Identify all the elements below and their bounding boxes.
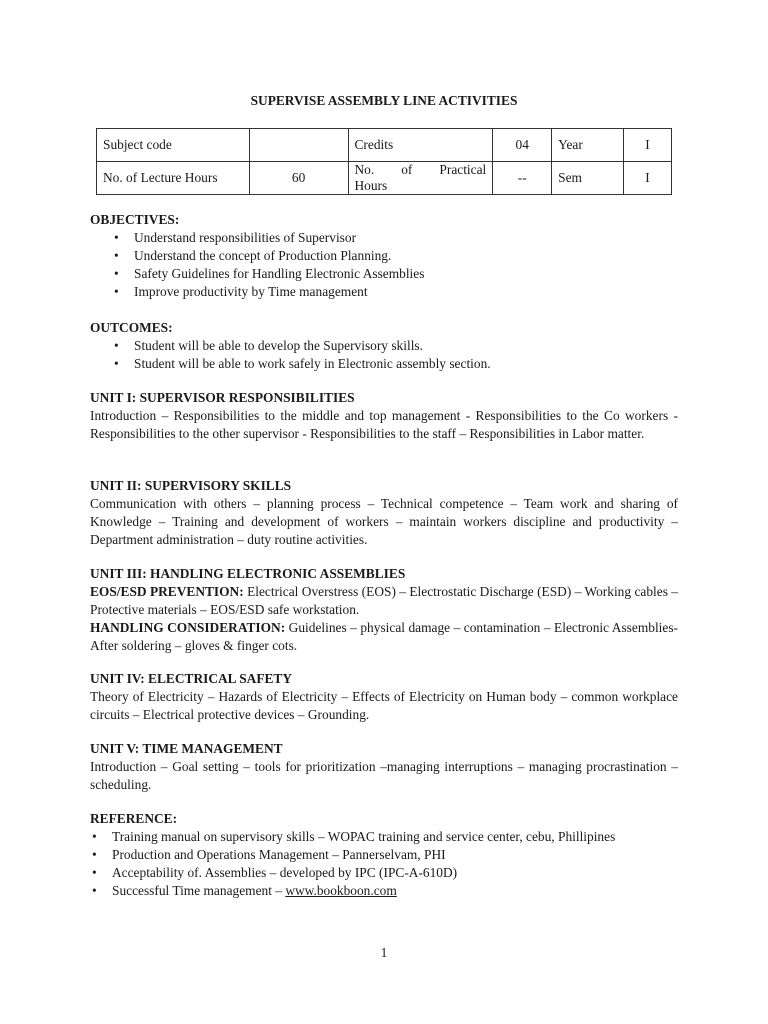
list-item: • Training manual on supervisory skills – WOPAC training and service center, cebu, Phillipines (90, 828, 678, 846)
section-text: Communication with others – planning process – Technical competence – Team work and sharing of Knowledge – Training and development of workers – maintain workers discipline and productivity – Department administration – duty routine activities. (90, 496, 678, 547)
eos-text: Electrical Overstress (EOS) – Electrostatic Discharge (ESD) – Working cables – Protective materials – EOS/ESD safe workstation. (90, 584, 678, 617)
list-item: • Safety Guidelines for Handling Electronic Assemblies (114, 265, 678, 283)
table-cell (249, 129, 348, 162)
section-heading: UNIT III: HANDLING ELECTRONIC ASSEMBLIES (90, 566, 406, 581)
table-cell: No. of Lecture Hours (97, 162, 250, 195)
unit1-section (90, 389, 678, 443)
table-cell: I (624, 162, 672, 195)
unit5-section (90, 740, 678, 794)
section-text: Introduction – Responsibilities to the middle and top management - Responsibilities to the Co workers - Responsibilities to the other supervisor - Responsibilities to the staff – Responsibilities in Labor matter. (90, 408, 678, 441)
section-heading: UNIT V: TIME MANAGEMENT (90, 741, 283, 756)
section-heading: UNIT IV: ELECTRICAL SAFETY (90, 671, 293, 686)
outcomes-section (90, 319, 678, 373)
table-cell: Year (552, 129, 624, 162)
handling-label: HANDLING CONSIDERATION: (90, 620, 286, 635)
section-heading: UNIT I: SUPERVISOR RESPONSIBILITIES (90, 390, 355, 405)
reference-list (90, 828, 678, 900)
table-row (97, 162, 672, 195)
course-info-table (96, 128, 672, 195)
objectives-section (90, 211, 678, 301)
table-cell: Credits (348, 129, 493, 162)
unit3-section (90, 565, 678, 655)
section-heading: OBJECTIVES: (90, 212, 180, 227)
table-cell: Subject code (97, 129, 250, 162)
table-cell: 04 (493, 129, 552, 162)
reference-section (90, 810, 678, 900)
list-item (90, 882, 678, 900)
list-item: • Acceptability of. Assemblies – developed by IPC (IPC-A-610D) (90, 864, 678, 882)
unit2-section (90, 477, 678, 549)
section-heading: UNIT II: SUPERVISORY SKILLS (90, 478, 292, 493)
section-text: Introduction – Goal setting – tools for prioritization –managing interruptions – managing procrastination – scheduling. (90, 759, 678, 792)
section-text (90, 619, 678, 655)
list-item: • Student will be able to work safely in Electronic assembly section. (114, 355, 678, 373)
handling-text: Guidelines – physical damage – contamination – Electronic Assemblies- After soldering – gloves & finger cots. (90, 620, 679, 653)
table-cell: 60 (249, 162, 348, 195)
list-item: • Production and Operations Management – Pannerselvam, PHI (90, 846, 678, 864)
reference-text: Successful Time management – (112, 883, 286, 898)
table-cell-line: No. of Practical (354, 162, 487, 177)
document-title: SUPERVISE ASSEMBLY LINE ACTIVITIES (250, 93, 518, 108)
list-item: • Improve productivity by Time management (114, 283, 678, 301)
table-row (97, 129, 672, 162)
table-cell (348, 162, 493, 195)
table-cell: I (624, 129, 672, 162)
objectives-list (90, 229, 678, 301)
list-item: • Understand responsibilities of Supervisor (114, 229, 678, 247)
section-heading: OUTCOMES: (90, 320, 173, 335)
section-text (90, 583, 678, 619)
eos-label: EOS/ESD PREVENTION: (90, 584, 244, 599)
bookboon-link[interactable]: www.bookboon.com (285, 883, 397, 898)
table-cell: Sem (552, 162, 624, 195)
section-heading: REFERENCE: (90, 811, 178, 826)
table-cell-line: Hours (354, 178, 388, 193)
list-item: • Student will be able to develop the Supervisory skills. (114, 337, 678, 355)
outcomes-list (90, 337, 678, 373)
page-number: 1 (380, 945, 388, 960)
unit4-section (90, 670, 678, 724)
table-cell: -- (493, 162, 552, 195)
section-text: Theory of Electricity – Hazards of Electricity – Effects of Electricity on Human body – common workplace circuits – Electrical protective devices – Grounding. (90, 689, 678, 722)
list-item: • Understand the concept of Production Planning. (114, 247, 678, 265)
